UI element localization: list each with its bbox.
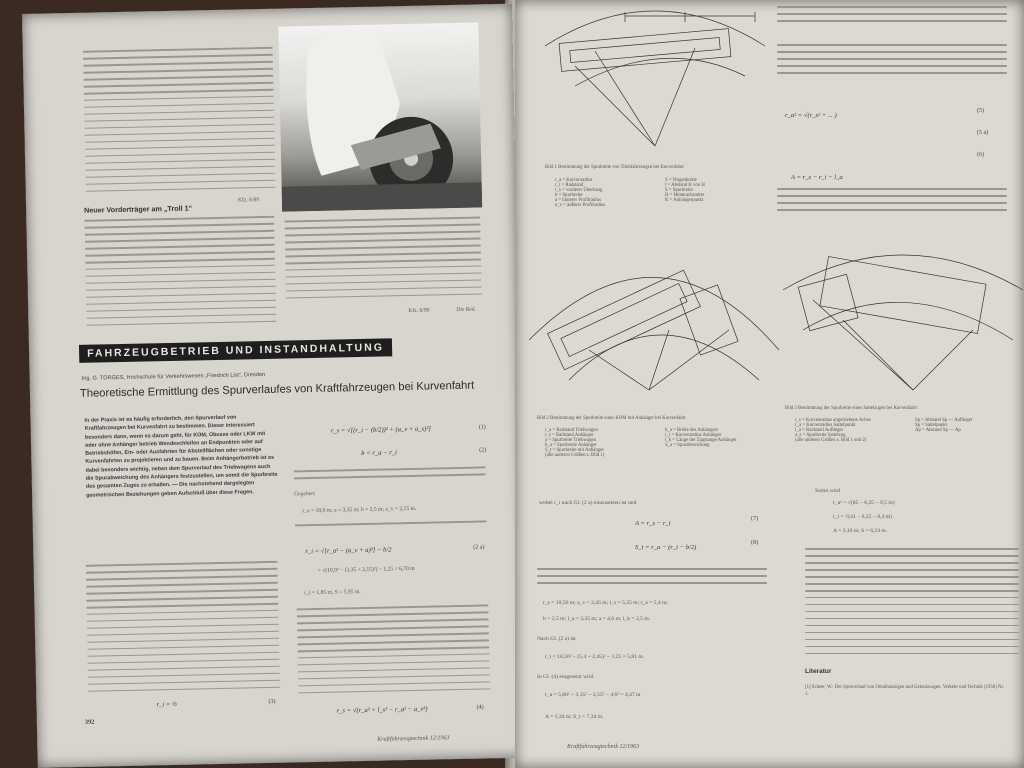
col2-equation-A: A = r_s − r_i − l_a (791, 174, 843, 181)
bild3-caption: Bild 3 Bestimmung der Spurbreite eines Sattelzuges bei Kurvenfahrt (785, 406, 917, 411)
equation-2a: r_i = √[r_a² − (a_v + a)²] − b/2 (305, 546, 392, 556)
box-text-col1 (84, 216, 276, 340)
given-values: r_a = 10,9 m; a = 3,35 m; b = 2,5 m; a_v = 2,15 m. (302, 505, 417, 515)
legend-item: b = Spurbreite (555, 193, 583, 198)
scooter-photo (278, 22, 482, 211)
text-before-eq2a (295, 520, 487, 532)
gl2a-label: Nach Gl. (2 a) ist (537, 636, 576, 642)
legend-item: l = Abstand K von H (665, 183, 705, 188)
somit-value-1: r_a² = √(85 − 6,25 − 9,5 m) (833, 500, 895, 506)
bild2-note: (alle anderen Größen s. Bild 1) (545, 453, 605, 458)
legend-item: a = hinterer Profilradius (555, 198, 601, 203)
top-right-text-3 (777, 188, 1007, 220)
equation-3-number: (3) (268, 698, 276, 705)
somit-value-3: A = 3,16 m; S = 6,24 m. (833, 528, 888, 534)
box-headline: Neuer Vorderträger am „Troll 1“ (84, 203, 193, 215)
legend-item: a = Spurbreite Triebwagen (545, 438, 597, 443)
legend-item: l_a = Radstand Auflieger (795, 428, 844, 433)
right-col-text (805, 548, 1019, 658)
right-page (515, 0, 1024, 768)
legend-item: r_s = Kurvenradius angetriebene Achse (795, 418, 871, 423)
given-label: Gegeben: (294, 490, 316, 498)
bild3-note: (alle anderen Größen s. Bild 1 und 2) (795, 438, 867, 443)
col2-equation-5a-number: (5 a) (977, 130, 989, 136)
legend-item: Sp = Abstand Sp — Auflieger (915, 418, 973, 423)
legend-item: S_a = Spurabweichung (665, 443, 710, 448)
legend-item: l_k = Länge der Zugstange Anhänger (665, 438, 737, 443)
mid-given-2: b = 2,5 m; l_a = 3,35 m; a = 4,6 m; l_k = 2,5 m. (543, 616, 651, 622)
legend-item: Sp = Sattelpunkt (915, 423, 948, 428)
equation-2: b = r_a − r_i (361, 449, 398, 457)
gl4-label: In Gl. (4) eingesetzt wird (537, 674, 594, 680)
bild2-diagram (529, 230, 779, 400)
equation-2a-number: (2 a) (473, 544, 485, 551)
top-right-text (777, 6, 1007, 30)
legend-item: b_a = Breite des Anhängers (665, 428, 719, 433)
equation-8: S_t = r_a − (r_i − b/2) (635, 544, 697, 551)
mid-given-1: r_s = 10,56 m; a_v = 2,45 m; l_s = 5,35 m; r_a = 5,4 m; (543, 600, 668, 606)
top-text-block (83, 47, 276, 203)
bild2-legend-right (665, 428, 737, 448)
somit-value-2: r_i = √(41 − 6,25 − 8,4 m) (833, 514, 892, 520)
col2-equation-6-number: (6) (977, 152, 984, 158)
legend-item: Ap = Abstand Sp — Ap (915, 428, 961, 433)
mid-text (537, 568, 767, 592)
bild3-diagram (783, 230, 1023, 400)
legend-item: a_v = äußerer Profilradius (555, 203, 606, 208)
top-right-text-2 (777, 44, 1007, 84)
equation-8-number: (8) (751, 540, 758, 546)
abstract: In der Praxis ist es häufig erforderlich, den Spurverlauf von Kraftfahrzeugen bei Kurvenfahrt zu bestimmen. Dieser interessiert besonders dann, wenn es darum geht, für KOM, Obusse oder LKW mit oder ohne Anhänger betrieb Wendeschleifen an Endpunkten oder auf Betriebshöfen, Ein- oder Ausfahrten für Abstellflächen oder sonstige Kurvenfahrten zu projektieren und zu bauen. Beim Anhängerbetrieb ist es dabei besonders wichtig, neben dem Spurverlauf des Triebwagens auch die Spurabweichung des Anhängers festzustellen, um somit die Spurbreite des gesamten Zuges zu erhalten. — Die nachstehend dargelegten geometrischen Beziehungen geben Aufschluß über diese Fragen. (84, 414, 278, 499)
bild1-caption: Bild 1 Bestimmung der Spurbreite von Triebfahrzeugen bei Kurvenfahrt (545, 165, 684, 170)
result-line: r_i = 1,85 m, S = 5,95 m. (304, 589, 361, 597)
with-text: wobei r_i nach Gl. (2 a) einzusetzen ist und (539, 500, 637, 506)
article-title: Theoretische Ermittlung des Spurverlaufes von Kraftfahrzeugen bei Kurvenfahrt (79, 379, 475, 400)
body-text-col1 (86, 561, 281, 695)
legend-item: S_t = Spurbreite mit Anhänger (545, 448, 604, 453)
equation-7-number: (7) (751, 516, 758, 522)
equation-2a-calc: = √(10,9² − (3,35 + 2,15)²) − 1,25 = 6,70 m (317, 565, 415, 574)
equation-1-number: (1) (478, 424, 486, 431)
equation-4: r_s = √(r_a² + l_s² − r_a² − a_v²) (336, 705, 428, 715)
page-number: 392 (84, 718, 95, 726)
box-text-col2 (284, 216, 482, 310)
equation-7: A = r_s − r_i (635, 520, 671, 527)
legend-item: K = Anhängerpunkt (665, 198, 704, 203)
author-line: Ing. G. TORGES, Hochschule für Verkehrswesen „Friedrich List“, Dresden (81, 371, 266, 382)
legend-item: r_a = Kurvenradius (555, 178, 593, 183)
legend-item: r_s = vorderer Überhang (555, 188, 603, 193)
literatur-reference: [1] Scheer, W.: Der Spurverlauf von Omnibuszügen und Gelenkwagen. Verkehr und Technik (1956) Nr. 1. (805, 685, 1004, 697)
equation-4-number: (4) (476, 704, 484, 711)
col2-equation-5: r_a² = √(r_s² + ... ) (785, 112, 837, 119)
text-after-eq2 (294, 466, 486, 486)
legend-item: S = Wagenbreite (665, 178, 697, 183)
legend-item: r_i = Radstand (555, 183, 584, 188)
mid-calc-2: r_a = 5,80² + 3,35² − 2,55² − 4,6² = 4,47 m (545, 692, 641, 698)
equation-2-number: (2) (479, 447, 487, 454)
top-text-signature: Kfz. 6/89 (237, 197, 260, 204)
legend-item: H = Hinterachsmitte (665, 193, 705, 198)
legend-item: r_a = Radstand Triebwagen (545, 428, 598, 433)
mid-calc-1: r_i = 10,56² − (5,4 + 2,45)² − 1,25 = 5,81 m. (545, 654, 645, 660)
section-banner: FAHRZEUGBETRIEB UND INSTANDHALTUNG (79, 338, 392, 363)
bild2-legend-left (545, 428, 604, 458)
mid-calc-3: A = 1,34 m; S_t = 7,34 m. (545, 714, 604, 720)
col2-equation-5-number: (5) (977, 108, 984, 114)
legend-item: r_a = Kurvenradius Sattelpunkt (795, 423, 856, 428)
bild2-caption: Bild 2 Bestimmung der Spurbreite eines KOM mit Anhänger bei Kurvenfahrt (537, 416, 686, 421)
legend-item: a_s = Spurbreite Sattelzug (795, 433, 846, 438)
equation-1: r_s = √[(r_i − (b/2))² + (a_v + a_s)²] (330, 425, 431, 435)
box-signature: Kfz. 6/90 (408, 307, 430, 314)
legend-item: S = Spurbreite (665, 188, 693, 193)
literatur-heading: Literatur (805, 668, 832, 675)
body-text-col2 (297, 604, 491, 700)
legend-item: b_a = Spurbreite Anhänger (545, 443, 597, 448)
right-footer: Kraftfahrzeugtechnik 12/1963 (567, 744, 640, 750)
left-page (22, 4, 528, 768)
legend-item: r_i = Kurvenradius Anhänger (665, 433, 722, 438)
left-footer: Kraftfahrzeugtechnik 12/1963 (377, 735, 450, 743)
bild1-legend-right (665, 178, 705, 203)
bild1-diagram (535, 6, 775, 156)
equation-3: r_i = ½ (156, 700, 177, 709)
bild3-legend-left (795, 418, 871, 443)
bild3-legend-right (915, 418, 972, 433)
legend-item: r_s = Radstand Anhänger (545, 433, 594, 438)
somit-label: Somit wird (815, 488, 841, 494)
scooter-illustration (278, 22, 482, 211)
box-signature-right: Die Red. (456, 306, 476, 313)
bild1-legend-left (555, 178, 605, 208)
